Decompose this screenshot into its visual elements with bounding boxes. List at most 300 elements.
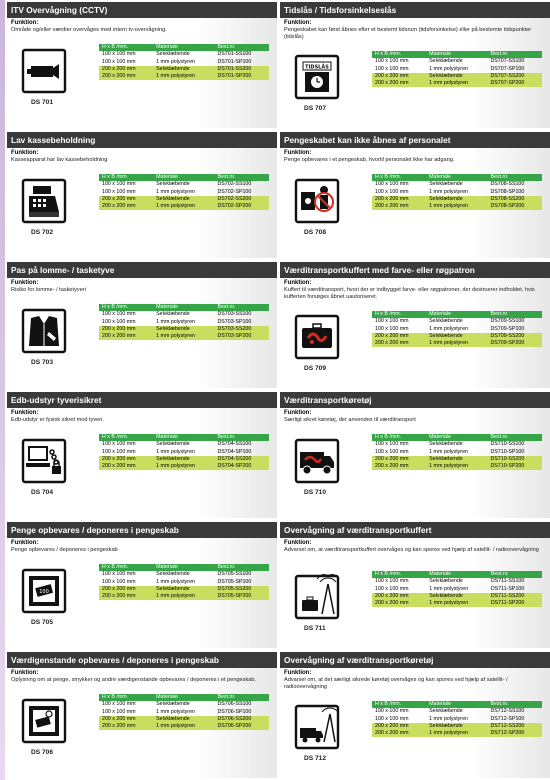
function-text: Kuffert til værditransport, hvori der er indbygget farve- eller røgpatroner, der destruerer indholdet, hvis kufferten forsøges åbnet uautoriseret. <box>284 287 535 300</box>
order-number-cell: DS702-SS100 <box>217 181 252 188</box>
order-number-cell: DS710-SP200 <box>487 463 542 470</box>
col-size-header: H x B /mm. <box>99 694 153 701</box>
col-order-header: Best.nr. <box>214 434 269 441</box>
function-text: Advarsel om, at det særligt sikrede køretøj overvåges og kan spores ved hjælp af satellit- / radioovervågning <box>284 677 508 690</box>
product-card <box>7 262 277 388</box>
material-cell: 1 mm polystyren <box>156 318 195 325</box>
size-cell: 200 x 200 mm <box>372 196 426 203</box>
table-row <box>99 73 269 80</box>
order-number-cell: DS705-SP200 <box>214 593 269 600</box>
table-row <box>372 326 542 333</box>
col-size-header: H x B /mm. <box>372 701 426 708</box>
size-cell: 100 x 100 mm <box>375 58 409 65</box>
card-title: Værdigenstande opbevares / deponeres i pengeskab <box>7 652 277 668</box>
table-row <box>372 333 542 340</box>
card-title: Penge opbevares / deponeres i pengeskab <box>7 522 277 538</box>
table-row <box>372 578 542 585</box>
function-text: Kasseapparat har lav kassebeholdning <box>11 157 108 163</box>
table-row <box>372 463 542 470</box>
table-row <box>99 456 269 463</box>
material-cell: 1 mm polystyren <box>429 448 468 455</box>
order-number-cell: DS710-SS100 <box>490 441 525 448</box>
function-label: Funktion: <box>284 20 312 26</box>
size-cell: 200 x 200 mm <box>372 203 426 210</box>
size-cell: 200 x 200 mm <box>99 196 153 203</box>
card-title: Pas på lomme- / tasketyve <box>7 262 277 278</box>
size-cell: 200 x 200 mm <box>99 716 153 723</box>
table-row <box>372 181 542 188</box>
order-number-cell: DS703-SP200 <box>214 333 269 340</box>
table-row <box>99 189 269 196</box>
product-grid <box>7 2 548 778</box>
order-number-cell: DS708-SP100 <box>490 188 525 195</box>
function-text: Penge opbevares / deponeres i pengeskab <box>11 547 118 553</box>
card-title: Overvågning af værditransportkuffert <box>280 522 550 538</box>
table-row <box>99 51 269 58</box>
material-cell: 1 mm polystyren <box>426 80 487 87</box>
product-code: DS 712 <box>304 755 326 762</box>
table-row <box>99 463 269 470</box>
material-cell: Selvklæbende <box>429 58 463 65</box>
col-order-header: Best.nr. <box>487 701 542 708</box>
size-cell: 200 x 200 mm <box>99 333 153 340</box>
product-code: DS 709 <box>304 365 326 372</box>
table-row <box>372 203 542 210</box>
material-cell: Selvklæbende <box>426 456 487 463</box>
size-cell: 200 x 200 mm <box>99 723 153 730</box>
col-order-header: Best.nr. <box>214 44 269 51</box>
table-row <box>99 181 269 188</box>
size-cell: 100 x 100 mm <box>375 181 409 188</box>
product-card <box>7 132 277 258</box>
table-row <box>372 456 542 463</box>
material-cell: Selvklæbende <box>153 196 214 203</box>
col-material-header: Materiale <box>426 311 487 318</box>
size-cell: 200 x 200 mm <box>372 730 426 737</box>
card-title: Værditransportkuffert med farve- eller røgpatron <box>280 262 550 278</box>
order-number-cell: DS702-SP100 <box>217 188 252 195</box>
card-title: Pengeskabet kan ikke åbnes af personalet <box>280 132 550 148</box>
size-cell: 100 x 100 mm <box>102 311 136 318</box>
icon-caption: TIDSLÅS <box>305 64 329 71</box>
ink-suitcase-icon <box>294 314 340 360</box>
order-number-cell: DS706-SS100 <box>217 701 252 708</box>
size-cell: 200 x 200 mm <box>372 723 426 730</box>
material-cell: 1 mm polystyren <box>429 325 468 332</box>
col-size-header: H x B /mm. <box>372 571 426 578</box>
card-title: Lav kassebeholdning <box>7 132 277 148</box>
product-card <box>280 522 550 648</box>
order-number-cell: DS711-SS200 <box>488 593 542 600</box>
spec-table <box>99 44 269 80</box>
material-cell: Selvklæbende <box>153 326 214 333</box>
order-number-cell: DS708-SS200 <box>487 196 542 203</box>
product-code: DS 710 <box>304 489 326 496</box>
table-row <box>372 723 542 730</box>
table-row <box>372 196 542 203</box>
function-label: Funktion: <box>284 540 312 546</box>
spec-table <box>99 304 269 340</box>
product-code: DS 704 <box>31 489 53 496</box>
spec-table <box>99 694 269 730</box>
function-text: Område og/eller værdier overvåges med intern tv-overvågning. <box>11 27 167 33</box>
order-number-cell: DS704-SS100 <box>217 441 252 448</box>
col-size-header: H x B /mm. <box>99 434 153 441</box>
size-cell: 100 x 100 mm <box>375 188 409 195</box>
function-label: Funktion: <box>11 410 39 416</box>
order-number-cell: DS711-SS100 <box>490 578 525 585</box>
table-row <box>372 593 542 600</box>
spec-table <box>372 51 542 87</box>
card-title: Edb-udstyr tyverisikret <box>7 392 277 408</box>
material-cell: 1 mm polystyren <box>153 463 214 470</box>
table-row <box>372 340 542 347</box>
function-label: Funktion: <box>11 540 39 546</box>
spec-table <box>372 571 542 607</box>
product-card <box>7 522 277 648</box>
cctv-camera-icon <box>21 48 67 94</box>
material-cell: Selvklæbende <box>429 441 463 448</box>
order-number-cell: DS701-SS200 <box>214 66 269 73</box>
size-cell: 100 x 100 mm <box>375 448 409 455</box>
material-cell: Selvklæbende <box>156 51 190 58</box>
spec-table <box>372 311 542 347</box>
card-title: Overvågning af værditransportkøretøj <box>280 652 550 668</box>
table-row <box>372 73 542 80</box>
money-safe-icon <box>21 568 67 614</box>
product-card <box>280 2 550 128</box>
table-row <box>99 571 269 578</box>
material-cell: 1 mm polystyren <box>156 578 195 585</box>
table-row <box>372 441 542 448</box>
table-row <box>99 449 269 456</box>
valuables-safe-icon <box>21 698 67 744</box>
function-text: Oplysning om at penge, smykker og andre værdigenstande opbevares / deponeres i et pengeskab. <box>11 677 257 683</box>
spec-table <box>99 434 269 470</box>
size-cell: 100 x 100 mm <box>102 701 136 708</box>
table-row <box>372 708 542 715</box>
material-cell: Selvklæbende <box>426 73 487 80</box>
col-material-header: Materiale <box>153 434 214 441</box>
material-cell: 1 mm polystyren <box>426 730 487 737</box>
material-cell: Selvklæbende <box>156 701 190 708</box>
card-title: Værditransportkøretøj <box>280 392 550 408</box>
table-row <box>99 709 269 716</box>
svg-text:100: 100 <box>39 589 49 595</box>
material-cell: Selvklæbende <box>426 723 487 730</box>
size-cell: 200 x 200 mm <box>99 326 153 333</box>
order-number-cell: DS704-SP200 <box>214 463 269 470</box>
col-order-header: Best.nr. <box>214 174 269 181</box>
order-number-cell: DS712-SS100 <box>490 708 525 715</box>
table-row <box>99 593 269 600</box>
order-number-cell: DS704-SS200 <box>214 456 269 463</box>
size-cell: 200 x 200 mm <box>372 333 426 340</box>
material-cell: 1 mm polystyren <box>426 203 487 210</box>
function-label: Funktion: <box>11 150 39 156</box>
pickpocket-jacket-icon <box>21 308 67 354</box>
function-text: Edb-udstyr er fysisk sikret mod tyveri. <box>11 417 104 423</box>
order-number-cell: DS709-SS200 <box>487 333 542 340</box>
order-number-cell: DS702-SS200 <box>214 196 269 203</box>
material-cell: Selvklæbende <box>429 181 463 188</box>
order-number-cell: DS703-SS100 <box>217 311 252 318</box>
size-cell: 100 x 100 mm <box>102 318 136 325</box>
order-number-cell: DS709-SP200 <box>487 340 542 347</box>
table-row <box>372 716 542 723</box>
order-number-cell: DS701-SP100 <box>217 58 252 65</box>
size-cell: 200 x 200 mm <box>372 80 426 87</box>
col-size-header: H x B /mm. <box>372 174 426 181</box>
order-number-cell: DS706-SS200 <box>214 716 269 723</box>
product-code: DS 711 <box>304 625 326 632</box>
cash-register-icon <box>21 178 67 224</box>
armored-van-icon <box>294 438 340 484</box>
product-card <box>280 132 550 258</box>
size-cell: 100 x 100 mm <box>375 441 409 448</box>
order-number-cell: DS711-SP100 <box>490 585 525 592</box>
material-cell: Selvklæbende <box>153 716 214 723</box>
material-cell: 1 mm polystyren <box>153 593 214 600</box>
col-order-header: Best.nr. <box>487 174 542 181</box>
spec-table <box>99 174 269 210</box>
tracked-suitcase-icon <box>294 574 340 620</box>
col-order-header: Best.nr. <box>487 311 542 318</box>
order-number-cell: DS703-SP100 <box>217 318 252 325</box>
table-row <box>99 196 269 203</box>
size-cell: 200 x 200 mm <box>99 586 153 593</box>
col-material-header: Materiale <box>153 44 214 51</box>
material-cell: Selvklæbende <box>156 311 190 318</box>
product-card <box>7 392 277 518</box>
order-number-cell: DS710-SS200 <box>487 456 542 463</box>
col-order-header: Best.nr. <box>214 694 269 701</box>
size-cell: 100 x 100 mm <box>375 585 409 592</box>
table-row <box>99 311 269 318</box>
function-label: Funktion: <box>284 280 312 286</box>
size-cell: 200 x 200 mm <box>372 463 426 470</box>
col-size-header: H x B /mm. <box>99 564 153 571</box>
size-cell: 200 x 200 mm <box>99 73 153 80</box>
spec-table <box>372 434 542 470</box>
function-text: Pengeskabet kan først åbnes efter et bestemt tidsrum (tidsforsinkelse) eller på bestemte tidspunkter (tidslås) <box>284 27 532 40</box>
table-row <box>372 80 542 87</box>
table-row <box>372 189 542 196</box>
function-label: Funktion: <box>11 280 39 286</box>
spec-table <box>372 701 542 737</box>
product-code: DS 707 <box>304 105 326 112</box>
material-cell: 1 mm polystyren <box>156 188 195 195</box>
material-cell: 1 mm polystyren <box>153 723 214 730</box>
function-label: Funktion: <box>284 150 312 156</box>
table-row <box>99 586 269 593</box>
table-row <box>99 701 269 708</box>
col-material-header: Materiale <box>426 701 487 708</box>
product-code: DS 708 <box>304 229 326 236</box>
table-row <box>99 723 269 730</box>
material-cell: Selvklæbende <box>156 441 190 448</box>
order-number-cell: DS702-SP200 <box>214 203 269 210</box>
order-number-cell: DS701-SS100 <box>217 51 252 58</box>
order-number-cell: DS708-SP200 <box>487 203 542 210</box>
material-cell: 1 mm polystyren <box>156 58 195 65</box>
order-number-cell: DS711-SP200 <box>488 600 542 607</box>
col-material-header: Materiale <box>153 304 214 311</box>
col-material-header: Materiale <box>426 51 487 58</box>
order-number-cell: DS712-SP200 <box>487 730 542 737</box>
size-cell: 100 x 100 mm <box>102 571 136 578</box>
size-cell: 100 x 100 mm <box>375 715 409 722</box>
size-cell: 100 x 100 mm <box>102 578 136 585</box>
size-cell: 100 x 100 mm <box>102 58 136 65</box>
order-number-cell: DS707-SS100 <box>490 58 525 65</box>
order-number-cell: DS705-SP100 <box>217 578 252 585</box>
material-cell: 1 mm polystyren <box>156 708 195 715</box>
material-cell: 1 mm polystyren <box>429 585 469 592</box>
size-cell: 100 x 100 mm <box>102 708 136 715</box>
product-code: DS 706 <box>31 749 53 756</box>
size-cell: 200 x 200 mm <box>99 203 153 210</box>
table-row <box>99 716 269 723</box>
order-number-cell: DS712-SP100 <box>490 715 525 722</box>
function-label: Funktion: <box>284 670 312 676</box>
table-row <box>99 326 269 333</box>
size-cell: 100 x 100 mm <box>102 441 136 448</box>
function-text: Penge opbevares i et pengeskab, hvortil personalet ikke har adgang. <box>284 157 455 163</box>
material-cell: 1 mm polystyren <box>426 340 487 347</box>
size-cell: 100 x 100 mm <box>102 448 136 455</box>
order-number-cell: DS709-SP100 <box>490 325 525 332</box>
col-material-header: Materiale <box>153 564 214 571</box>
product-card <box>7 2 277 128</box>
col-material-header: Materiale <box>426 434 487 441</box>
material-cell: Selvklæbende <box>426 593 488 600</box>
material-cell: 1 mm polystyren <box>429 715 468 722</box>
size-cell: 200 x 200 mm <box>372 456 426 463</box>
table-row <box>99 203 269 210</box>
table-row <box>99 59 269 66</box>
order-number-cell: DS707-SS200 <box>487 73 542 80</box>
order-number-cell: DS708-SS100 <box>490 181 525 188</box>
material-cell: 1 mm polystyren <box>429 188 468 195</box>
table-row <box>372 58 542 65</box>
time-lock-safe-icon <box>294 54 340 100</box>
size-cell: 200 x 200 mm <box>372 593 426 600</box>
tracked-van-icon <box>294 704 340 750</box>
material-cell: Selvklæbende <box>153 66 214 73</box>
size-cell: 200 x 200 mm <box>99 593 153 600</box>
material-cell: Selvklæbende <box>156 571 190 578</box>
size-cell: 200 x 200 mm <box>372 340 426 347</box>
table-row <box>99 441 269 448</box>
table-row <box>372 318 542 325</box>
col-order-header: Best.nr. <box>488 571 542 578</box>
table-row <box>372 600 542 607</box>
material-cell: Selvklæbende <box>426 196 487 203</box>
col-order-header: Best.nr. <box>487 434 542 441</box>
card-title: ITV Overvågning (CCTV) <box>7 2 277 18</box>
material-cell: Selvklæbende <box>429 318 463 325</box>
order-number-cell: DS706-SP100 <box>217 708 252 715</box>
table-row <box>99 333 269 340</box>
product-card <box>280 652 550 778</box>
product-code: DS 702 <box>31 229 53 236</box>
order-number-cell: DS705-SS200 <box>214 586 269 593</box>
size-cell: 200 x 200 mm <box>372 600 426 607</box>
table-row <box>372 449 542 456</box>
size-cell: 100 x 100 mm <box>102 51 136 58</box>
col-order-header: Best.nr. <box>214 564 269 571</box>
function-label: Funktion: <box>284 410 312 416</box>
material-cell: Selvklæbende <box>153 456 214 463</box>
card-title: Tidslås / Tidsforsinkelseslås <box>280 2 550 18</box>
material-cell: 1 mm polystyren <box>153 73 214 80</box>
order-number-cell: DS712-SS200 <box>487 723 542 730</box>
product-code: DS 703 <box>31 359 53 366</box>
col-material-header: Materiale <box>153 694 214 701</box>
order-number-cell: DS704-SP100 <box>217 448 252 455</box>
size-cell: 100 x 100 mm <box>375 318 409 325</box>
function-text: Advarsel om, at værditransportkuffert overvåges og kan spores ved hjælp af satellit- / radioovervågning <box>284 547 539 553</box>
size-cell: 100 x 100 mm <box>375 325 409 332</box>
order-number-cell: DS706-SP200 <box>214 723 269 730</box>
material-cell: 1 mm polystyren <box>153 333 214 340</box>
order-number-cell: DS707-SP200 <box>487 80 542 87</box>
table-row <box>372 586 542 593</box>
size-cell: 100 x 100 mm <box>375 578 409 585</box>
spec-table <box>99 564 269 600</box>
table-row <box>99 66 269 73</box>
order-number-cell: DS703-SS200 <box>214 326 269 333</box>
product-card <box>280 392 550 518</box>
order-number-cell: DS707-SP100 <box>490 65 525 72</box>
material-cell: 1 mm polystyren <box>426 600 488 607</box>
size-cell: 200 x 200 mm <box>99 456 153 463</box>
table-row <box>372 66 542 73</box>
size-cell: 200 x 200 mm <box>372 73 426 80</box>
no-key-safe-icon <box>294 178 340 224</box>
function-text: Risiko for lomme- / tasketyveri <box>11 287 86 293</box>
material-cell: Selvklæbende <box>426 333 487 340</box>
product-code: DS 701 <box>31 99 53 106</box>
col-size-header: H x B /mm. <box>372 51 426 58</box>
product-card <box>7 652 277 778</box>
size-cell: 100 x 100 mm <box>102 181 136 188</box>
col-order-header: Best.nr. <box>487 51 542 58</box>
spec-table <box>372 174 542 210</box>
col-size-header: H x B /mm. <box>372 311 426 318</box>
col-size-header: H x B /mm. <box>372 434 426 441</box>
order-number-cell: DS701-SP200 <box>214 73 269 80</box>
col-material-header: Materiale <box>153 174 214 181</box>
col-material-header: Materiale <box>426 174 487 181</box>
table-row <box>372 730 542 737</box>
size-cell: 100 x 100 mm <box>375 65 409 72</box>
size-cell: 200 x 200 mm <box>99 463 153 470</box>
material-cell: Selvklæbende <box>429 708 463 715</box>
col-size-header: H x B /mm. <box>99 304 153 311</box>
col-size-header: H x B /mm. <box>99 44 153 51</box>
col-size-header: H x B /mm. <box>99 174 153 181</box>
col-material-header: Materiale <box>426 571 488 578</box>
size-cell: 100 x 100 mm <box>375 708 409 715</box>
table-row <box>99 319 269 326</box>
order-number-cell: DS705-SS100 <box>217 571 252 578</box>
material-cell: Selvklæbende <box>153 586 214 593</box>
material-cell: 1 mm polystyren <box>156 448 195 455</box>
function-text: Særligt sikret køretøj, der anvendes til værditransport <box>284 417 416 423</box>
chained-computer-icon <box>21 438 67 484</box>
